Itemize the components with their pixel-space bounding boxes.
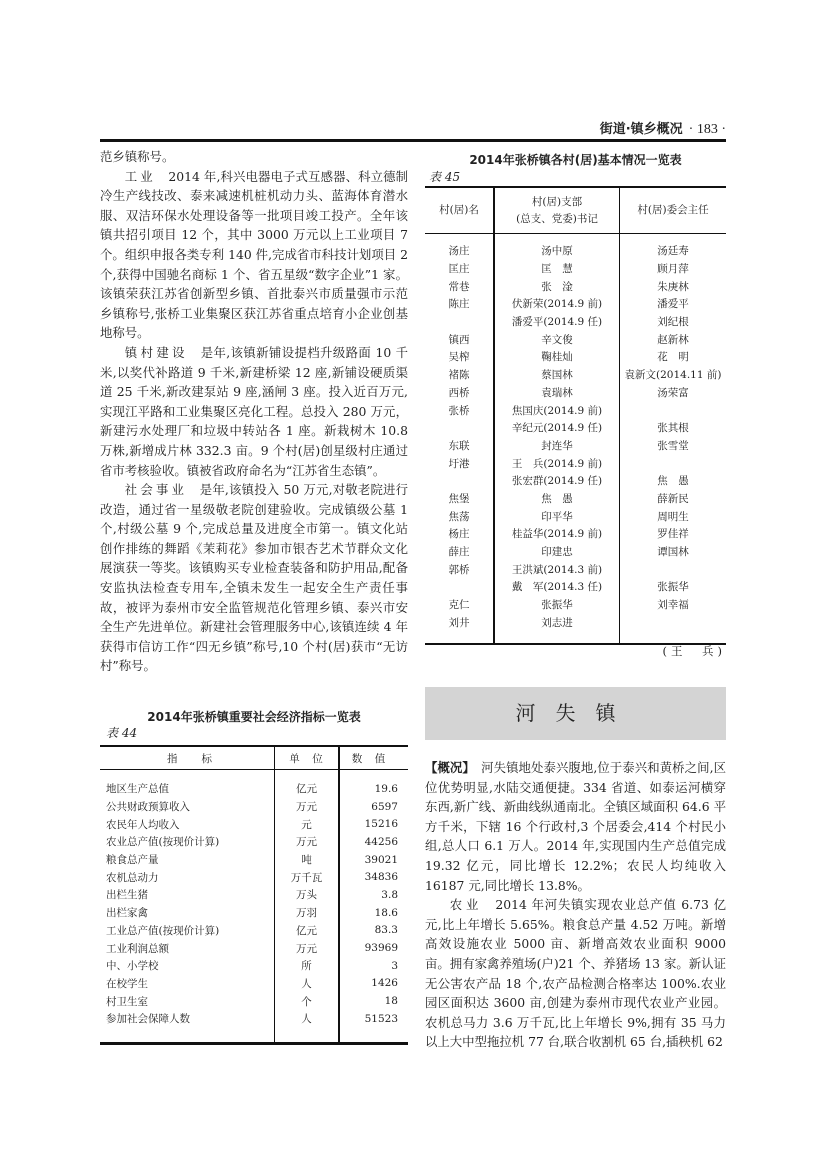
table-row <box>425 384 726 402</box>
table-cell: 工业总产值(按现价计算) <box>106 924 220 937</box>
table-cell: 公共财政预算收入 <box>106 801 190 814</box>
table-row <box>425 234 726 260</box>
table-cell: 所 <box>275 957 340 975</box>
table-cell: 刘井 <box>425 613 494 644</box>
table-row <box>100 815 408 833</box>
col-header <box>494 187 620 234</box>
table-cell: 鞠桂灿 <box>494 348 620 366</box>
table-cell: 3.8 <box>381 888 398 901</box>
table-cell: 周明生 <box>657 510 689 523</box>
running-header <box>600 118 726 138</box>
table-cell: 亿元 <box>275 770 340 798</box>
table-cell <box>425 472 494 490</box>
table-cell: 93969 <box>364 942 398 955</box>
table44-number: 表 44 <box>106 726 138 740</box>
table-cell: 杨庄 <box>425 525 494 543</box>
col-header: 村(居)名 <box>425 187 494 234</box>
table-row <box>425 277 726 295</box>
table-cell <box>425 578 494 596</box>
table-cell: 在校学生 <box>106 977 148 990</box>
table-cell: 元 <box>275 815 340 833</box>
author-credit: (王 兵) <box>662 644 726 658</box>
table-cell: 吴榨 <box>425 348 494 366</box>
table-cell: 万元 <box>275 833 340 851</box>
table44-title: 2014年张桥镇重要社会经济指标一览表 <box>147 710 361 724</box>
table-cell: 克仁 <box>425 596 494 614</box>
table-cell: 张振华 <box>657 581 689 594</box>
paragraph <box>100 480 408 676</box>
paragraph-lead: 工业 <box>124 168 156 184</box>
table-row <box>100 922 408 940</box>
paragraph-text: 2014 年河失镇实现农业总产值 6.73 亿元,比上年增长 5.65%。粮食总产量 4.52 万吨。新增高效设施农业 5000 亩、新增高效农业面积 9000 亩。拥有家禽养殖场(户)21 个、养猪场 13 家。新认证无公害农产品 18 个,农产品检测合格率达 100%.农业园区面积达 3600 亩,创建为泰州市现代农业产业园。农机总马力 3.6 万千瓦,比上年增长 9%,拥有 35 马力以上大中型拖拉机 77 台,联合收割机 65 台,插秧机 62 <box>425 897 727 1050</box>
table-cell: 薛庄 <box>425 543 494 561</box>
table-cell: 亿元 <box>275 922 340 940</box>
table-row <box>425 543 726 561</box>
table-cell: 东联 <box>425 437 494 455</box>
table-cell: 18.6 <box>374 906 398 919</box>
table-cell: 王 兵(2014.9 前) <box>494 454 620 472</box>
paragraph-text: 2014 年,科兴电器电子式互感器、科立德制冷生产线技改、泰来减速机桩机动力头、蓝海体育潜水服、双洁环保水处理设备等一批项目竣工投产。全年该镇共招引项目 12 个，其中 3000 万元以上工业项目 7 个。组织申报各类专利 140 件,完成省市科技计划项目 2 个,获得中国驰名商标 1 个、省五星级“数字企业”1 家。该镇荣获江苏省创新型乡镇、首批泰兴市质量强市示范乡镇称号,张桥工业集聚区获江苏省重点培育小企业创基地称号。 <box>100 168 409 341</box>
table-cell: 出栏生猪 <box>106 889 148 902</box>
right-column-text <box>425 758 726 1052</box>
table-cell: 张雪堂 <box>657 439 689 452</box>
paragraph <box>425 758 726 895</box>
table-cell: 印平华 <box>494 507 620 525</box>
paragraph <box>100 343 408 480</box>
table-cell <box>620 454 727 472</box>
table-cell: 潘爱平(2014.9 任) <box>494 313 620 331</box>
table-row <box>100 939 408 957</box>
table-row <box>100 851 408 869</box>
table-cell: 刘幸福 <box>657 599 689 612</box>
table-cell: 34836 <box>364 871 398 884</box>
table-cell: 万羽 <box>275 904 340 922</box>
table-row <box>425 596 726 614</box>
table-row <box>100 798 408 816</box>
table-cell: 焦 愚 <box>657 475 689 488</box>
table-row <box>425 472 726 490</box>
table-cell: 常巷 <box>425 277 494 295</box>
page-number: · 183 · <box>688 122 726 137</box>
table-cell: 粮食总产量 <box>106 854 159 867</box>
table-cell: 人 <box>275 975 340 993</box>
table-row <box>100 868 408 886</box>
paragraph-lead: 镇村建设 <box>124 344 188 360</box>
table-cell: 焦堡 <box>425 490 494 508</box>
table-cell: 罗佳祥 <box>657 528 689 541</box>
table-cell: 桂益华(2014.9 前) <box>494 525 620 543</box>
table-cell: 郭桥 <box>425 560 494 578</box>
table-cell: 陈庄 <box>425 295 494 313</box>
table-cell: 44256 <box>364 835 398 848</box>
table45-number: 表 45 <box>429 170 461 184</box>
table-cell <box>620 401 727 419</box>
table-cell: 村卫生室 <box>106 995 148 1008</box>
table-row <box>425 525 726 543</box>
table-cell: 18 <box>384 995 398 1008</box>
paragraph-text: 范乡镇称号。 <box>100 149 175 164</box>
table-row <box>425 578 726 596</box>
table-cell: 袁瑞林 <box>494 384 620 402</box>
paragraph-text: 是年,该镇投入 50 万元,对敬老院进行改造，通过省一星级敬老院创建验收。完成镇级公墓 1 个,村级公墓 9 个,完成总量及进度全市第一。镇文化站创作排练的舞蹈《茉莉花》参加市银杏艺术节群众文化展演获一等奖。该镇购买专业检查装备和防护用品,配备安监执法检查专用车,全镇未发生一起安全生产责任事故，被评为泰州市安全监管规范化管理乡镇、泰兴市安全生产先进单位。新建社会管理服务中心,该镇连续 4 年获得市信访工作“四无乡镇”称号,10 个村(居)获市“无访村”称号。 <box>100 482 409 674</box>
table-cell: 汤庄 <box>425 234 494 260</box>
paragraph <box>100 147 408 167</box>
table-cell: 辛纪元(2014.9 任) <box>494 419 620 437</box>
col-header: 数 值 <box>339 746 408 770</box>
table-row <box>100 770 408 798</box>
table-row <box>100 886 408 904</box>
col-header: 村(居)委会主任 <box>620 187 727 234</box>
table-cell: 39021 <box>364 853 398 866</box>
header-rule <box>100 139 726 142</box>
table-cell: 焦国庆(2014.9 前) <box>494 401 620 419</box>
table-cell: 辛文俊 <box>494 330 620 348</box>
table-cell: 褚陈 <box>425 366 494 384</box>
table-row <box>100 833 408 851</box>
table-cell: 汤廷寿 <box>657 245 689 258</box>
table-cell: 农业总产值(按现价计算) <box>106 836 220 849</box>
col-header: 指 标 <box>100 746 275 770</box>
table-cell: 工业利润总额 <box>106 942 169 955</box>
table-cell: 朱庚林 <box>657 280 689 293</box>
table-cell: 潘爱平 <box>657 298 689 311</box>
table-cell: 3 <box>391 959 398 972</box>
table-cell: 刘纪根 <box>657 316 689 329</box>
table-cell: 印建忠 <box>494 543 620 561</box>
table-row <box>425 366 726 384</box>
table-cell: 西桥 <box>425 384 494 402</box>
table-cell: 农民年人均收入 <box>106 818 180 831</box>
table-row <box>425 313 726 331</box>
table44 <box>100 745 408 1045</box>
table-cell: 镇西 <box>425 330 494 348</box>
table-cell: 焦荡 <box>425 507 494 525</box>
table-row <box>100 904 408 922</box>
table-cell: 51523 <box>339 1010 408 1043</box>
col-header: 单 位 <box>275 746 340 770</box>
table-cell: 万元 <box>275 939 340 957</box>
table-row <box>425 348 726 366</box>
table-cell: 万元 <box>275 798 340 816</box>
paragraph <box>100 167 408 343</box>
col-header-line: (总支、党委)书记 <box>516 212 598 225</box>
table-cell: 王洪斌(2014.3 前) <box>494 560 620 578</box>
table-cell: 19.6 <box>374 782 398 795</box>
table-row <box>425 419 726 437</box>
table-row <box>425 507 726 525</box>
table-row <box>425 437 726 455</box>
table-cell: 张桥 <box>425 401 494 419</box>
table-cell: 15216 <box>364 818 398 831</box>
table-row <box>425 401 726 419</box>
table-row <box>425 560 726 578</box>
table-cell <box>425 419 494 437</box>
table-cell <box>425 313 494 331</box>
col-header-line: 村(居)支部 <box>531 195 583 208</box>
table-row <box>100 1010 408 1043</box>
paragraph <box>425 895 726 1052</box>
table-cell: 赵新林 <box>657 333 689 346</box>
table-cell: 伏新荣(2014.9 前) <box>494 295 620 313</box>
paragraph-lead: 农业 <box>449 897 483 913</box>
table-cell: 匡庄 <box>425 260 494 278</box>
table-cell: 张宏群(2014.9 任) <box>494 472 620 490</box>
table-row <box>100 957 408 975</box>
table-row <box>425 260 726 278</box>
table-cell: 吨 <box>275 851 340 869</box>
table-row <box>425 490 726 508</box>
table-cell: 出栏家禽 <box>106 907 148 920</box>
table-row <box>100 992 408 1010</box>
paragraph-lead: 社会事业 <box>124 482 188 498</box>
table-cell: 刘志进 <box>494 613 620 644</box>
table-cell: 蔡国林 <box>494 366 620 384</box>
left-column-text <box>100 147 408 676</box>
table-cell: 圩港 <box>425 454 494 472</box>
table-cell: 袁新文(2014.11 前) <box>624 369 722 382</box>
table-cell: 戴 军(2014.3 任) <box>494 578 620 596</box>
table-cell <box>620 560 727 578</box>
section-name: 街道·镇乡概况 <box>599 122 683 137</box>
table-cell: 谭国林 <box>657 546 689 559</box>
table-cell: 张其根 <box>657 422 689 435</box>
table-cell: 汤中原 <box>494 234 620 260</box>
table-cell: 万千瓦 <box>275 868 340 886</box>
table-cell: 农机总动力 <box>106 871 159 884</box>
table-cell: 花 明 <box>657 351 689 364</box>
section-banner: 河失镇 <box>425 687 726 740</box>
paragraph-text: 是年,该镇新铺设提档升级路面 10 千米,以奖代补路道 9 千米,新建桥梁 12 座,新铺设硬质渠道 25 千米,新改建泵站 9 座,涵闸 3 座。投入近百万元,实现江平路和工业集聚区亮化工程。总投入 280 万元，新建污水处理厂和垃圾中转站各 1 座。新栽树木 10.8 万株,新增成片林 332.3 亩。9 个村(居)创星级村庄通过省市考核验收。镇被省政府命名为“江苏省生态镇”。 <box>100 344 408 478</box>
table-cell: 张振华 <box>494 596 620 614</box>
table-row <box>425 330 726 348</box>
table-row <box>425 613 726 644</box>
table-cell: 顾月萍 <box>657 263 689 276</box>
table-cell: 83.3 <box>374 924 398 937</box>
table45 <box>425 186 726 645</box>
paragraph-text: 河失镇地处泰兴腹地,位于泰兴和黄桥之间,区位优势明显,水陆交通便捷。334 省道、如泰运河横穿东西,新广线、新曲线纵通南北。全镇区域面积 64.6 平方千米，下辖 16 个行政村,3 个居委会,414 个村民小组,总人口 6.1 万人。2014 年,实现国内生产总值完成 19.32 亿元，同比增长 12.2%；农民人均纯收入 16187 元,同比增长 13.8%。 <box>425 760 726 893</box>
table-cell: 人 <box>275 1010 340 1043</box>
table-cell: 汤荣富 <box>657 386 689 399</box>
table45-title: 2014年张桥镇各村(居)基本情况一览表 <box>469 153 682 167</box>
paragraph-lead: 【概况】 <box>425 760 469 775</box>
table-row <box>100 975 408 993</box>
table-cell: 张 淦 <box>494 277 620 295</box>
table-cell: 6597 <box>371 800 398 813</box>
table-cell: 匡 慧 <box>494 260 620 278</box>
table-cell: 封连华 <box>494 437 620 455</box>
table-cell: 中、小学校 <box>106 960 159 973</box>
table-row <box>425 295 726 313</box>
table-cell <box>620 613 727 644</box>
table-cell: 1426 <box>371 977 398 990</box>
table-cell: 薛新民 <box>657 492 689 505</box>
table-row <box>425 454 726 472</box>
table-cell: 参加社会保障人数 <box>100 1010 275 1043</box>
table-cell: 地区生产总值 <box>106 783 169 796</box>
table-cell: 焦 愚 <box>494 490 620 508</box>
table-cell: 个 <box>275 992 340 1010</box>
table-cell: 万头 <box>275 886 340 904</box>
